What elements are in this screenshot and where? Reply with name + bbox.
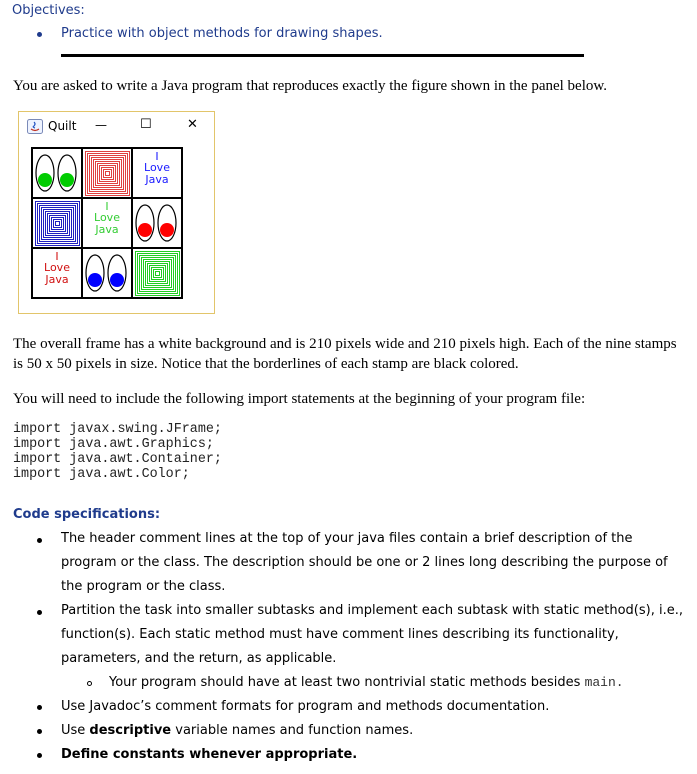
quilt-stamp-squares bbox=[82, 148, 132, 198]
objective-item: Practice with object methods for drawing shapes. bbox=[61, 26, 383, 41]
eye-pupil bbox=[138, 223, 152, 237]
nested-square bbox=[98, 164, 118, 184]
nested-square bbox=[90, 156, 126, 192]
eye-pupil bbox=[160, 223, 174, 237]
stamp-text-love: Love bbox=[144, 161, 170, 174]
bullet bbox=[37, 610, 42, 615]
spec-item-4-pre: Use bbox=[61, 723, 90, 738]
spec-item-1-line: The header comment lines at the top of your java files contain a brief description of the bbox=[61, 531, 633, 546]
window-title: Quilt bbox=[48, 119, 77, 133]
eye-pupil bbox=[110, 273, 124, 287]
window-titlebar bbox=[19, 112, 214, 142]
nested-square bbox=[154, 270, 162, 278]
minimize-button[interactable]: — bbox=[95, 118, 107, 132]
quilt-stamp-text bbox=[82, 198, 132, 248]
java-icon bbox=[27, 119, 43, 134]
maximize-button[interactable]: ☐ bbox=[140, 117, 152, 132]
quilt-stamp-text bbox=[32, 248, 82, 298]
nested-square bbox=[40, 206, 76, 242]
bullet bbox=[37, 753, 42, 758]
nested-square bbox=[140, 256, 176, 292]
spec-item-3: Use Javadoc’s comment formats for program and methods documentation. bbox=[61, 699, 550, 714]
stamp-text-bar: I bbox=[55, 250, 59, 263]
spec-sub-item-text: Your program should have at least two nontrivial static methods besides bbox=[109, 675, 585, 690]
bullet bbox=[37, 32, 42, 37]
import-line: import java.awt.Graphics; bbox=[13, 437, 214, 452]
stamp-text-bar: I bbox=[155, 150, 159, 163]
nested-square bbox=[48, 214, 68, 234]
bullet bbox=[37, 729, 42, 734]
bullet bbox=[37, 705, 42, 710]
spec-item-4 bbox=[61, 723, 413, 738]
sub-bullet bbox=[87, 681, 92, 686]
stamp-text-java: Java bbox=[95, 223, 119, 236]
nested-square bbox=[136, 252, 180, 296]
spec-sub-item-code: main. bbox=[584, 675, 624, 690]
stamp-text-bar: I bbox=[105, 200, 109, 213]
quilt-stamp-text bbox=[132, 148, 182, 198]
quilt-window bbox=[18, 111, 215, 314]
spec-item-4-post: variable names and function names. bbox=[171, 723, 414, 738]
frame-description: The overall frame has a white background and is 210 pixels wide and 210 pixels high. Each of the nine stamps is 50 x 50 pixels in size. Notice that the borderlines of each stamp are black colored. bbox=[13, 336, 677, 372]
eye-pupil bbox=[88, 273, 102, 287]
nested-square bbox=[92, 158, 124, 190]
import-line: import java.awt.Color; bbox=[13, 467, 190, 482]
import-line: import java.awt.Container; bbox=[13, 452, 222, 467]
spec-item-1-line: program or the class. The description should be one or 2 lines long describing the purpose of bbox=[61, 555, 668, 570]
nested-square bbox=[106, 172, 110, 176]
spec-item-2-line: function(s). Each static method must have comment lines describing its functionality, bbox=[61, 627, 619, 642]
nested-square bbox=[104, 170, 112, 178]
nested-square bbox=[36, 202, 80, 246]
quilt-panel bbox=[31, 147, 183, 299]
quilt-stamp-squares bbox=[32, 198, 82, 248]
quilt-stamp-eyes bbox=[32, 148, 82, 198]
divider bbox=[61, 54, 584, 57]
eye-pupil bbox=[38, 173, 52, 187]
spec-item-2-line: parameters, and the return, as applicable. bbox=[61, 651, 337, 666]
spec-item-5: Define constants whenever appropriate. bbox=[61, 747, 358, 762]
nested-square bbox=[156, 272, 160, 276]
stamp-text-java: Java bbox=[145, 173, 169, 186]
nested-square bbox=[54, 220, 62, 228]
quilt-stamp-eyes bbox=[132, 198, 182, 248]
code-specs-heading: Code specifications: bbox=[13, 507, 161, 522]
nested-square bbox=[148, 264, 168, 284]
eye-pupil bbox=[60, 173, 74, 187]
objectives-heading: Objectives: bbox=[12, 3, 85, 18]
spec-item-4-bold: descriptive bbox=[89, 723, 172, 738]
close-button[interactable]: ✕ bbox=[187, 117, 198, 132]
import-line: import javax.swing.JFrame; bbox=[13, 422, 222, 437]
nested-square bbox=[42, 208, 74, 240]
stamp-text-love: Love bbox=[44, 261, 70, 274]
quilt-stamp-eyes bbox=[82, 248, 132, 298]
imports-intro: You will need to include the following import statements at the beginning of your program file: bbox=[13, 391, 586, 407]
quilt-stamp-squares bbox=[132, 248, 182, 298]
nested-square bbox=[142, 258, 174, 290]
nested-square bbox=[86, 152, 130, 196]
spec-sub-item bbox=[109, 675, 624, 690]
stamp-text-java: Java bbox=[45, 273, 69, 286]
bullet bbox=[37, 538, 42, 543]
nested-square bbox=[56, 222, 60, 226]
spec-item-1-line: the program or the class. bbox=[61, 579, 226, 594]
intro-text: You are asked to write a Java program that reproduces exactly the figure shown in the panel below. bbox=[13, 78, 607, 94]
spec-item-2-line: Partition the task into smaller subtasks and implement each subtask with static method(s), i.e., bbox=[61, 603, 683, 618]
stamp-text-love: Love bbox=[94, 211, 120, 224]
